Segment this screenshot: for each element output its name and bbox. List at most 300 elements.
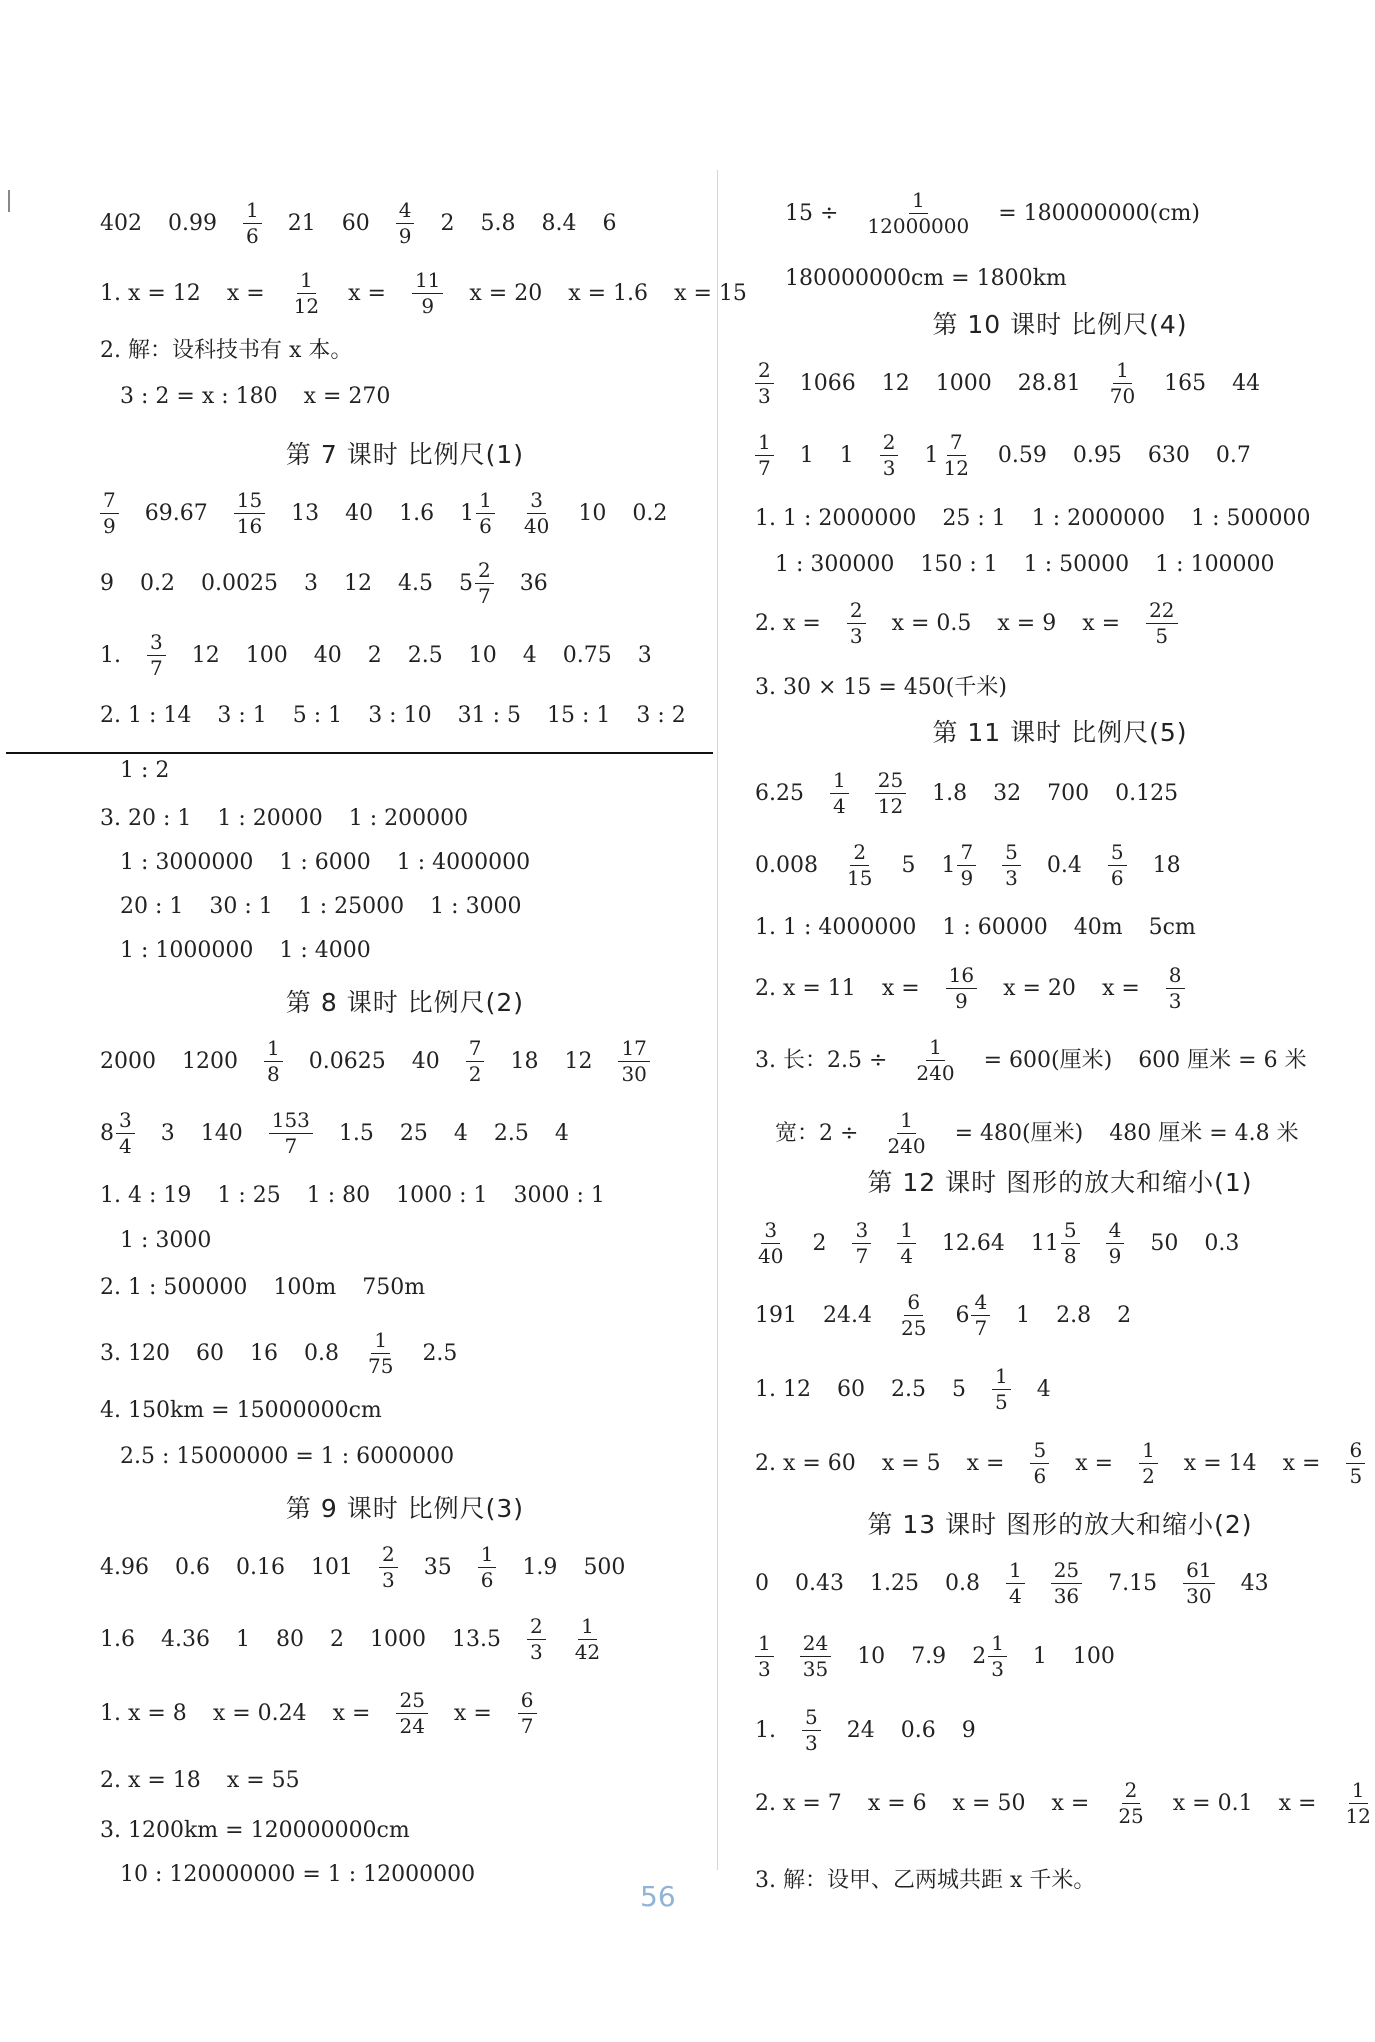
section-title: 第 11 课时 比例尺(5) [932,718,1188,747]
answer-item: 1 [1016,1302,1031,1328]
answer-item: 1 : 4000 [279,938,371,963]
fraction-numerator: 3 [761,1220,780,1244]
fraction-numerator: 25 [396,1690,427,1714]
answer-item: 2000 [100,1048,156,1074]
answer-item: 0.2 [632,500,668,526]
answer-item: 40 [313,642,342,668]
fraction-numerator: 7 [957,842,976,866]
fraction-numerator: 7 [466,1038,485,1062]
fraction-numerator: 1 [1006,1560,1025,1584]
answer-item: 28.81 [1017,370,1081,396]
answer-item: 10 [578,500,607,526]
answer-item: 3. 30 × 15 = 450(千米) [755,675,1007,700]
answer-item [955,1292,990,1339]
answer-item [924,432,971,479]
answer-row [100,270,773,317]
answer-item [412,270,443,317]
answer-item: 7.9 [911,1643,947,1669]
answer-item: 10 [468,642,497,668]
answer-item [521,490,552,537]
answer-item: 0.4 [1046,852,1082,878]
fraction-denominator: 3 [991,1657,1004,1681]
answer-row [100,490,693,537]
fraction [291,270,322,317]
fraction [1183,1560,1214,1607]
fraction-denominator: 240 [887,1134,926,1158]
fraction [884,1110,928,1157]
fraction [1061,1220,1080,1267]
fraction-numerator: 15 [234,490,265,514]
fraction-numerator: 1 [1349,1780,1368,1804]
answer-item: 1 : 25 [217,1183,281,1208]
mixed-number-whole: 1 [941,852,956,878]
answer-item: x = [348,280,386,306]
fraction-numerator: 8 [1166,965,1185,989]
answer-item: 10 [857,1643,886,1669]
answer-item: 1000 [935,370,992,396]
fraction-denominator: 35 [802,1657,829,1681]
answer-item: 8.4 [541,210,577,236]
answer-item: 4.5 [397,570,433,596]
answer-item [243,200,262,247]
answer-item: 1 [839,442,854,468]
fraction [396,200,415,247]
fraction-numerator: 153 [269,1110,313,1134]
answer-item: 2. x = 7 [755,1790,842,1816]
mixed-number-whole: 1 [924,442,939,468]
answer-item: 1.25 [869,1570,919,1596]
fraction [269,1110,313,1157]
answer-row [100,1690,563,1737]
answer-item: 15 : 1 [546,703,611,728]
answer-row [755,508,1337,530]
answer-row [755,965,1211,1012]
fraction-denominator: 40 [758,1244,784,1268]
fraction [521,490,552,537]
fraction-denominator: 9 [960,866,974,890]
answer-item: 0.2 [140,570,175,596]
answer-row [100,1616,629,1663]
answer-item: 100m [273,1275,337,1300]
fraction-numerator: 2 [847,600,866,624]
fraction [830,770,849,817]
answer-item [1006,1560,1025,1607]
fraction [880,432,899,479]
answer-item [852,1220,871,1267]
answer-row [100,200,642,247]
answer-item: 5 [901,852,916,878]
answer-row [755,1366,1077,1413]
fraction-denominator: 16 [236,514,263,538]
answer-item: 5 : 1 [292,703,343,728]
answer-item: 0.99 [168,210,217,236]
fraction [365,1330,396,1377]
answer-item: 4 [453,1120,468,1146]
fraction-denominator: 70 [1109,384,1136,408]
fraction [1146,600,1177,647]
fraction [844,842,875,889]
answer-item: x = 9 [997,610,1057,636]
answer-item: 2.5 [407,642,443,668]
answer-item [913,1037,957,1084]
answer-item: 16 [249,1340,278,1366]
fraction-denominator: 3 [381,1568,395,1592]
answer-item: 1.6 [399,500,435,526]
answer-item [755,1220,786,1267]
fraction [800,1633,831,1680]
answer-row [100,1770,326,1792]
answer-item: 18 [1152,852,1181,878]
fraction [116,1110,135,1157]
answer-row [755,1440,1375,1487]
fraction-denominator: 8 [267,1062,280,1086]
fraction-numerator: 7 [100,490,119,514]
answer-row [100,632,678,679]
answer-item: 60 [195,1340,224,1366]
answer-item [269,1110,313,1157]
answer-item: x = 0.5 [891,610,972,636]
answer-item: 1 : 2 [120,758,170,783]
fraction-numerator: 2 [850,842,869,866]
fraction-numerator: 22 [1146,600,1177,624]
fraction [755,1220,786,1267]
fraction-denominator: 30 [621,1062,647,1086]
answer-item: = 180000000(cm) [998,200,1200,226]
fraction-denominator: 3 [1168,989,1182,1013]
fraction-numerator: 25 [1051,1560,1082,1584]
fraction-denominator: 30 [1186,1584,1212,1608]
section-title: 第 13 课时 图形的放大和缩小(2) [867,1510,1253,1539]
fraction [1107,360,1138,407]
fraction-numerator: 1 [988,1633,1007,1657]
fraction [243,200,262,247]
answer-item: 191 [755,1302,797,1328]
fraction [396,1690,427,1737]
fraction-denominator: 3 [1005,866,1018,890]
answer-item: x = 270 [303,384,391,409]
answer-item: 5.8 [480,210,516,236]
answer-item: 1. 4 : 19 [100,1183,192,1208]
fraction [755,360,774,407]
answer-item [1166,965,1185,1012]
section-title: 第 8 课时 比例尺(2) [285,988,525,1017]
answer-item: 1 : 50000 [1023,552,1130,577]
answer-item: x = 20 [1003,975,1076,1001]
answer-item: 2. 解：设科技书有 x 本。 [100,338,353,363]
answer-item [264,1038,283,1085]
section-title: 第 7 课时 比例尺(1) [285,440,525,469]
fraction-denominator: 6 [245,224,259,248]
answer-item [1031,1220,1080,1267]
answer-item: 4 [522,642,537,668]
answer-item [1139,1440,1158,1487]
answer-item: 0.43 [795,1570,844,1596]
answer-item: 3. 解：设甲、乙两城共距 x 千米。 [755,1868,1096,1893]
answer-item [147,632,166,679]
fraction [100,490,119,537]
fraction [1106,1220,1125,1267]
fraction-numerator: 11 [412,270,443,294]
fraction [264,1038,283,1085]
answer-item: 12 [564,1048,593,1074]
answer-item: 1. 1 : 4000000 [755,915,917,940]
answer-item: 4 [1036,1376,1051,1402]
answer-item [946,965,977,1012]
answer-item: 1000 [369,1626,426,1652]
answer-item: x = 0.24 [212,1700,307,1726]
answer-item [1183,1560,1214,1607]
fraction-numerator: 5 [1108,842,1127,866]
answer-item: 1 : 2000000 [1031,506,1166,531]
answer-item: 0.0025 [201,570,278,596]
fraction-numerator: 3 [852,1220,871,1244]
fraction-denominator: 3 [805,1731,818,1755]
answer-row [100,1038,676,1085]
fraction-numerator: 1 [755,1633,774,1657]
fraction-denominator: 8 [1063,1244,1077,1268]
answer-item: 1. x = 12 [100,280,201,306]
answer-item: 6.25 [755,780,804,806]
answer-item: 1000 : 1 [396,1183,488,1208]
answer-item: 2 [367,642,382,668]
fraction-numerator: 2 [527,1616,546,1640]
answer-row [100,1110,595,1157]
answer-item: 500 [583,1554,626,1580]
fraction-numerator: 1 [830,770,849,794]
fraction-numerator: 17 [618,1038,649,1062]
answer-item: 2. 1 : 500000 [100,1275,248,1300]
answer-row [120,386,416,408]
answer-item: 1 : 60000 [942,915,1048,940]
answer-item: 35 [423,1554,452,1580]
answer-item: 60 [341,210,370,236]
answer-row [100,1185,631,1207]
fraction-denominator: 36 [1053,1584,1080,1608]
fraction-numerator: 1 [897,1110,916,1134]
answer-item: 21 [287,210,316,236]
answer-item: 12 [881,370,910,396]
answer-item: 2.5 : 15000000 = 1 : 6000000 [120,1444,455,1469]
answer-item: 1 : 200000 [348,806,469,831]
answer-item [844,842,875,889]
fraction [476,490,495,537]
answer-item: 31 : 5 [457,703,521,728]
fraction-denominator: 7 [855,1244,869,1268]
fraction-denominator: 7 [150,656,163,680]
fraction [147,632,166,679]
answer-row [100,808,494,830]
fraction-denominator: 7 [520,1714,534,1738]
answer-item: 2 [329,1626,344,1652]
answer-item: 2. x = 11 [755,975,856,1001]
answer-item: x = 1.6 [568,280,649,306]
answer-item: 43 [1240,1570,1269,1596]
fraction [1115,1780,1146,1827]
answer-item: 1 : 3000 [120,1228,212,1253]
answer-item: 1.9 [522,1554,558,1580]
answer-item: 69.67 [144,500,208,526]
fraction-denominator: 6 [479,514,492,538]
answer-item: 0.16 [235,1554,285,1580]
mixed-number-whole: 8 [100,1120,114,1146]
answer-row [755,842,1207,889]
fraction [518,1690,537,1737]
answer-item: 3 [303,570,318,596]
fraction-numerator: 4 [971,1292,990,1316]
fraction [802,1707,821,1754]
answer-row [120,896,548,918]
fraction-denominator: 9 [1108,1244,1122,1268]
fraction-numerator: 1 [897,1220,916,1244]
answer-item: x = 14 [1183,1450,1257,1476]
fraction-denominator: 12000000 [867,214,970,238]
section-title: 第 10 课时 比例尺(4) [932,310,1188,339]
answer-item: 3 [160,1120,175,1146]
answer-row [755,600,1204,647]
answer-item [1115,1780,1146,1827]
fraction-denominator: 12 [293,294,320,318]
answer-item [1146,600,1177,647]
answer-row [120,852,556,874]
fraction [1166,965,1185,1012]
answer-item: 1 : 300000 [775,552,895,577]
answer-item: x = [1278,1790,1317,1816]
answer-item: 1 : 6000 [279,850,371,875]
answer-item: 0.8 [944,1570,980,1596]
answer-item [897,1220,916,1267]
answer-item: 0.0625 [308,1048,386,1074]
answer-item: x = 20 [469,280,543,306]
answer-item [1030,1440,1049,1487]
fraction [875,770,906,817]
answer-item: 1066 [799,370,856,396]
fraction [1002,842,1021,889]
fraction [1006,1560,1025,1607]
answer-row [120,1446,480,1468]
answer-item: 18 [510,1048,539,1074]
answer-item: 101 [310,1554,353,1580]
page-number: 56 [640,1880,676,1913]
fraction [864,190,972,237]
answer-item: 0.95 [1072,442,1122,468]
fraction-numerator: 16 [946,965,977,989]
fraction [618,1038,649,1085]
answer-item: 1 : 1000000 [120,938,254,963]
fraction-numerator: 4 [396,200,415,224]
fraction-numerator: 7 [947,432,966,456]
answer-item: 165 [1164,370,1207,396]
fraction-numerator: 2 [880,432,899,456]
answer-item: 1 : 500000 [1191,506,1311,531]
fraction-denominator: 9 [103,514,116,538]
mixed-number-whole: 11 [1030,1230,1059,1256]
answer-item: 1 : 25000 [298,894,405,919]
answer-item [1108,842,1127,889]
fraction-numerator: 6 [1346,1440,1365,1464]
answer-item: 15 ÷ [785,200,839,226]
answer-item: 0.8 [303,1340,339,1366]
answer-item: 4.36 [161,1626,210,1652]
fraction-numerator: 2 [379,1544,398,1568]
answer-item: 1 : 3000 [430,894,522,919]
answer-item: 0.008 [755,852,818,878]
fraction [971,1292,990,1339]
answer-item: 3. 长：2.5 ÷ [755,1047,888,1073]
answer-item: 600 厘米 = 6 米 [1138,1047,1307,1073]
fraction-denominator: 5 [1349,1464,1363,1488]
fraction-numerator: 1 [578,1616,597,1640]
fraction-numerator: 24 [800,1633,831,1657]
answer-item: x = [1075,1450,1114,1476]
answer-item: x = [1282,1450,1321,1476]
answer-item: 25 : 1 [942,506,1006,531]
answer-item [460,490,495,537]
answer-item: 9 [100,570,114,596]
section-title: 第 9 课时 比例尺(3) [285,1494,525,1523]
answer-item: 9 [961,1717,976,1743]
fraction-denominator: 2 [468,1062,482,1086]
answer-item [518,1690,537,1737]
answer-item: x = 50 [952,1790,1026,1816]
fraction-numerator: 1 [1139,1440,1158,1464]
answer-item [992,1366,1011,1413]
answer-item: x = [332,1700,371,1726]
mixed-number-whole: 6 [955,1302,970,1328]
answer-item: 60 [836,1376,865,1402]
answer-item: 12 [191,642,220,668]
fraction-denominator: 12 [877,794,904,818]
fraction-numerator: 1 [264,1038,283,1062]
answer-item: 3. 20 : 1 [100,806,192,831]
fraction-denominator: 7 [477,584,491,608]
answer-item: 5 [951,1376,966,1402]
fraction [755,1633,774,1680]
answer-item: 7.15 [1108,1570,1158,1596]
fraction-numerator: 1 [297,270,316,294]
answer-item: 2.5 [890,1376,926,1402]
answer-item: 3. 1200km = 120000000cm [100,1818,410,1843]
fraction [992,1366,1011,1413]
answer-item: 2. x = [755,610,821,636]
answer-item: 402 [100,210,142,236]
answer-item: 1. [100,642,121,668]
fraction [847,600,866,647]
answer-item [830,770,849,817]
answer-item: 0.6 [900,1717,936,1743]
mixed-number-whole: 2 [972,1643,987,1669]
fraction [475,560,494,607]
answer-item: x = 5 [881,1450,941,1476]
fraction [957,842,976,889]
answer-item: 44 [1232,370,1261,396]
answer-row [755,1220,1265,1267]
answer-item [755,432,774,479]
answer-item: x = [226,280,265,306]
fraction [946,965,977,1012]
answer-item: x = [1051,1790,1090,1816]
answer-row [100,1330,483,1377]
fraction-numerator: 2 [475,560,494,584]
answer-item [618,1038,649,1085]
fraction-denominator: 25 [900,1316,927,1340]
answer-item: 40m [1073,915,1123,940]
fraction-denominator: 6 [1033,1464,1047,1488]
answer-item: 20 : 1 [120,894,184,919]
fraction-denominator: 3 [529,1640,543,1664]
fraction [1051,1560,1082,1607]
answer-item: 4.96 [100,1554,149,1580]
fraction [1342,1780,1373,1827]
